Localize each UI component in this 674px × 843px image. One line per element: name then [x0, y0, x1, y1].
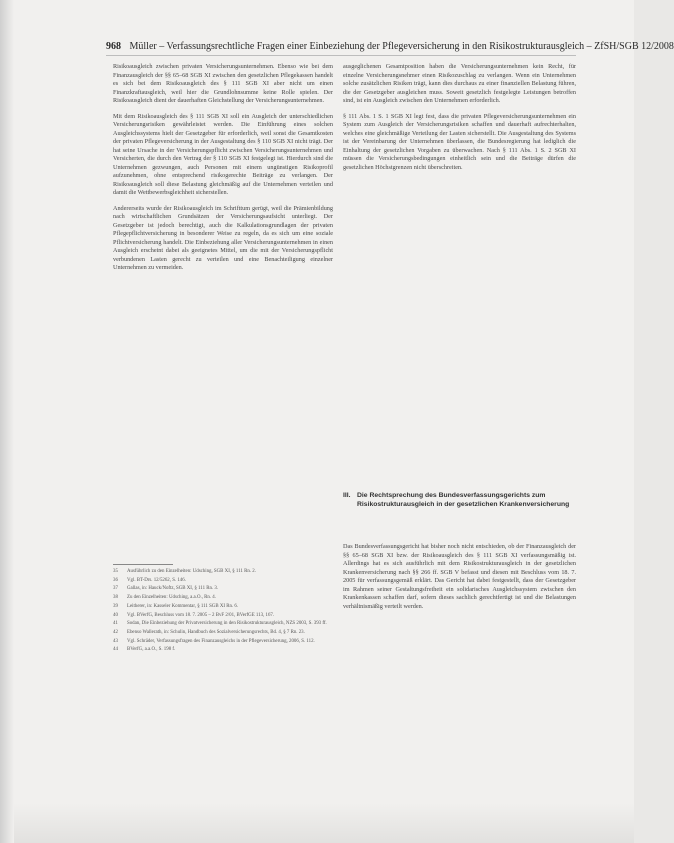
paragraph: Mit dem Risikoausgleich des § 111 SGB XI soll ein Ausgleich der unterschiedlichen Versicherungsrisiken gewährleistet werden. Die Einführung eines solchen Ausgleichssystems hielt der Gesetzgeber für erforderlich, weil sonst die Gesamtkosten der privaten Pflegeversicherung in der Ausgestaltung des § 110 SGB XI nicht trägt. Der hat seine Ursache in der Versicherungspflicht zwischen Versicherungsunternehmen und Versicherten, die durch den Vertrag der § 110 SGB XI festgelegt ist. Hierdurch sind die Unternehmen gezwungen, auch Personen mit einem ungünstigen Risikoprofil aufzunehmen, ohne entsprechend risikogerechte Beiträge zu verlangen. Der Risikoausgleich soll diese Belastung gleichmäßig auf die Unternehmen verteilen und damit die Wettbewerbsgleichheit sicherstellen. [113, 112, 333, 196]
footnote [113, 569, 331, 576]
footnote [113, 578, 331, 585]
footnote-text: Vgl. BT-Drs. 12/5262, S. 146. [127, 577, 186, 583]
page-number: 968 [106, 41, 121, 52]
footnote-text: Vgl. Schräder, Verfassungsfragen des Finanzausgleichs in der Pflegeversicherung, 2006, S. 112. [127, 638, 315, 644]
footnote-number: 39 [113, 603, 118, 609]
footnote-text: Zu den Einzelheiten: Udsching, a.a.O., Rn. 4. [127, 595, 216, 601]
footnote-separator [113, 564, 173, 565]
footnote-number: 41 [113, 621, 118, 627]
running-title: Müller – Verfassungsrechtliche Fragen einer Einbeziehung der Pflegeversicherung in den Risikostrukturausgleich – ZfSH/SGB 12/2008 [129, 41, 674, 52]
running-header [106, 41, 674, 56]
footnote-text: Ebenso Wallerath, in: Schulin, Handbuch des Sozialversicherungsrechts, Bd. 4, § 7 Rn. 23. [127, 629, 305, 635]
footnote [113, 647, 331, 654]
footnote-text: Gallas, in: Hauck/Noftz, SGB XI, § 111 Rn. 3. [127, 586, 219, 592]
footnote-text: Ausführlich zu den Einzelheiten: Udsching, SGB XI, § 111 Rn. 2. [127, 569, 256, 574]
footnote-text: BVerfG, a.a.O., S. 198 f. [127, 647, 176, 653]
paragraph: § 111 Abs. 1 S. 1 SGB XI legt fest, dass die privaten Pflegeversicherungsunternehmen ein System zum Ausgleich der Versicherungsrisiken schaffen und dauerhaft aufrechterhalten, welches eine gleichmäßige Verteilung der Lasten sicherstellt. Die Ausgestaltung des Systems ist der Vereinbarung der Unternehmen überlassen, die Bundesregierung hat lediglich die Einhaltung der gesetzlichen Vorgaben zu überwachen. Nach § 111 Abs. 1 S. 2 SGB XI müssen die Versicherungsbedingungen einheitlich sein und die Beiträge dürfen die gesetzlichen Höchstgrenzen nicht überschreiten. [343, 112, 576, 171]
section-title: Die Rechtsprechung des Bundesverfassungsgerichts zum Risikostrukturausgleich in der gesetzlichen Krankenversicherung [357, 492, 570, 508]
footnote [113, 639, 331, 646]
footnote-number: 38 [113, 595, 118, 601]
footnote-text: Leitherer, in: Kasseler Kommentar, § 111 SGB XI Rn. 6. [127, 603, 239, 609]
footnote [113, 595, 331, 602]
right-column-continued [343, 543, 576, 618]
section-number: III. [343, 492, 351, 499]
scan-shading [14, 803, 634, 843]
footnotes [113, 569, 331, 656]
footnote-number: 44 [113, 647, 118, 653]
footnote-text: Vgl. BVerfG, Beschluss vom 18. 7. 2005 – 2 BvF 2/01, BVerfGE 113, 167. [127, 612, 275, 618]
paragraph: ausgeglichenen Gesamtposition haben die Versicherungsunternehmen kein Recht, für einzelne Versicherungsnehmer einen Risikozuschlag zu verlangen. Wenn ein Unternehmen solche zusätzlichen Risiken trägt, kann dies durchaus zu einer finanziellen Belastung führen, die der Gesetzgeber ausgleichen muss. Soweit gesetzlich festgelegte Leistungen betroffen sind, ist ein Ausgleich zwischen den Unternehmen erforderlich. [343, 63, 576, 104]
footnote [113, 621, 331, 628]
footnote-number: 36 [113, 577, 118, 583]
footnote [113, 630, 331, 637]
left-column [113, 63, 333, 280]
paragraph: Risikoausgleich zwischen privaten Versicherungsunternehmen. Ebenso wie bei dem Finanzausgleich der §§ 65–68 SGB XI zwischen den gesetzlichen Pflegekassen handelt es sich bei dem Risikoausgleich des § 111 SGB XI aber nicht um einen Finanzkraftausgleich, weil hier die Grundlohnsumme keine Rolle spielen. Der Risikoausgleich dient der dauerhaften Gleichstellung der Versicherungsunternehmen. [113, 63, 333, 104]
footnote-number: 42 [113, 629, 118, 635]
section-heading [343, 491, 576, 509]
footnote [113, 613, 331, 620]
right-column [343, 63, 576, 179]
footnote-number: 43 [113, 638, 118, 644]
footnote [113, 604, 331, 611]
footnote-number: 37 [113, 586, 118, 592]
paragraph: Andererseits wurde der Risikoausgleich im Schrifttum gerügt, weil die Prämienbildung nach wirtschaftlichen Grundsätzen der Versicherungsaufsicht unterliegt. Der Gesetzgeber ist jedoch berechtigt, auch die Kalkulationsgrundlagen der privaten Pflegepflichtversicherung in besonderer Weise zu regeln, da es sich um eine soziale Pflichtversicherung handelt. Die Einbeziehung aller Versicherungsunternehmen in einen Ausgleich erscheint dabei als geeignetes Mittel, um die mit der Versicherungspflicht verbundenen Lasten gerecht zu verteilen und eine Benachteiligung einzelner Unternehmen zu vermeiden. [113, 204, 333, 271]
footnote [113, 586, 331, 593]
footnote-number: 40 [113, 612, 118, 618]
paragraph: Das Bundesverfassungsgericht hat bisher noch nicht entschieden, ob der Finanzausgleich der §§ 65–68 SGB XI bzw. der Risikoausgleich des § 111 SGB XI verfassungsmäßig ist. Allerdings hat es sich ausführlich mit dem Risikostrukturausgleich in der gesetzlichen Krankenversicherung nach §§ 266 ff. SGB V befasst und diesen mit Beschluss vom 18. 7. 2005 für verfassungsgemäß erklärt. Das Gericht hat dabei festgestellt, dass der Gesetzgeber im Rahmen seiner Gestaltungsfreiheit ein solidarisches Ausgleichssystem zwischen den Krankenkassen schaffen darf, sofern dieses sachlich gerechtfertigt ist und die Belastungen verhältnismäßig verteilt werden. [343, 543, 576, 610]
page-binding-shadow [0, 0, 14, 843]
footnote-text: Sodan, Die Einbeziehung der Privatversicherung in den Risikostrukturausgleich, NZS 2003, S. 393 ff. [127, 621, 327, 627]
footnote-number: 35 [113, 569, 118, 574]
